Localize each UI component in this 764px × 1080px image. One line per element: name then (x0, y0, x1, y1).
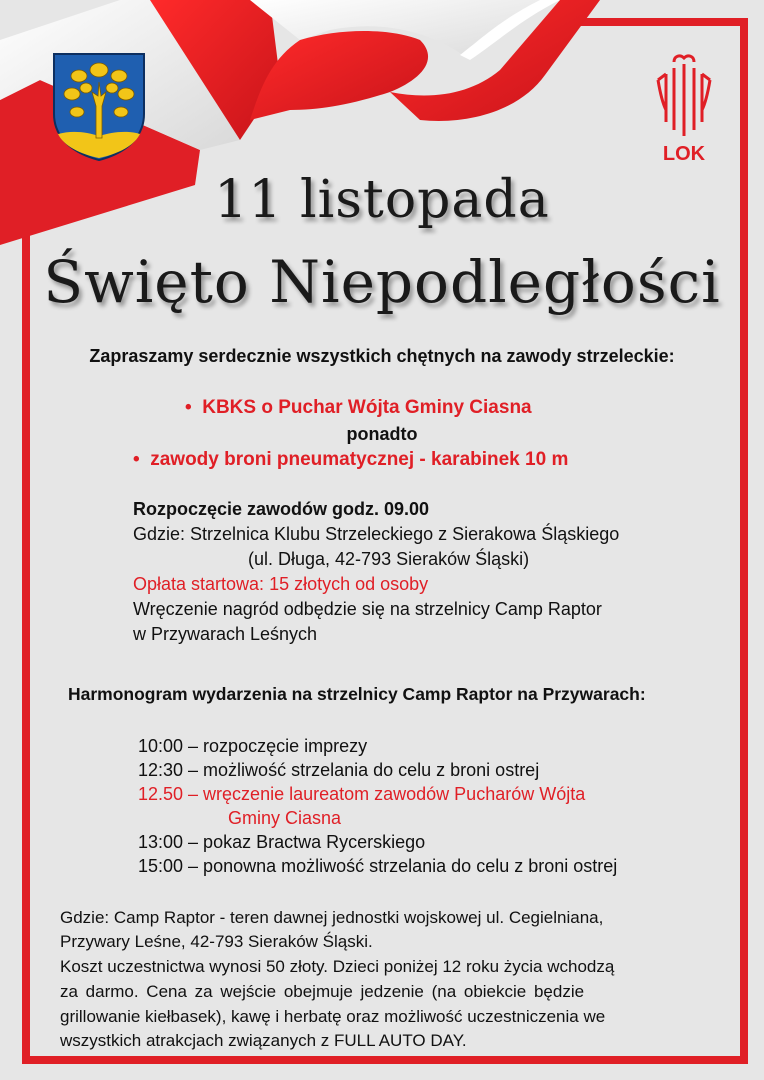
footer-line: za darmo. Cena za wejście obejmuje jedzenie (na obiekcie będzie (60, 982, 585, 1001)
location-line-1: Gdzie: Strzelnica Klubu Strzeleckiego z Sierakowa Śląskiego (133, 524, 620, 544)
title-holiday: Święto Niepodległości (43, 248, 721, 316)
bullet-icon: • (185, 397, 192, 418)
event-2 (133, 448, 568, 472)
bullet-icon: • (133, 449, 140, 470)
awards-line-1: Wręczenie nagród odbędzie się na strzelnicy Camp Raptor (133, 599, 602, 619)
invitation-text: Zapraszamy serdecznie wszystkich chętnych na zawody strzeleckie: (89, 346, 675, 366)
schedule-item: 12.50 – wręczenie laureatom zawodów Pucharów Wójta (138, 784, 586, 804)
lok-logo-text: LOK (662, 143, 706, 164)
frame-bottom-border (22, 1056, 748, 1064)
footer-line: Gdzie: Camp Raptor - teren dawnej jednostki wojskowej ul. Cegielniana, (60, 908, 604, 927)
schedule-item: 10:00 – rozpoczęcie imprezy (138, 736, 368, 756)
footer-line: Koszt uczestnictwa wynosi 50 złoty. Dzieci poniżej 12 roku życia wchodzą (60, 957, 615, 976)
schedule-item: 13:00 – pokaz Bractwa Rycerskiego (138, 832, 426, 852)
connector-text: ponadto (346, 424, 418, 444)
schedule-item: 15:00 – ponowna możliwość strzelania do celu z broni ostrej (138, 856, 618, 876)
schedule-title: Harmonogram wydarzenia na strzelnicy Camp Raptor na Przywarach: (68, 684, 646, 704)
schedule-item-continuation: Gminy Ciasna (228, 808, 342, 828)
awards-line-2: w Przywarach Leśnych (133, 624, 318, 644)
gmina-coat-of-arms-icon (52, 52, 146, 162)
lok-eagle-logo-icon (652, 52, 716, 164)
location-line-2: (ul. Długa, 42-793 Sieraków Śląski) (248, 549, 530, 569)
entry-fee: Opłata startowa: 15 złotych od osoby (133, 574, 429, 594)
schedule-item: 12:30 – możliwość strzelania do celu z broni ostrej (138, 760, 540, 780)
title-date: 11 listopada (214, 170, 550, 230)
event-1-label: KBKS o Puchar Wójta Gminy Ciasna (202, 397, 532, 418)
event-2-label: zawody broni pneumatycznej - karabinek 10 m (150, 449, 569, 470)
footer-line: Przywary Leśne, 42-793 Sieraków Śląski. (60, 932, 373, 951)
start-time: Rozpoczęcie zawodów godz. 09.00 (133, 499, 430, 519)
event-1 (185, 396, 532, 420)
footer-line: grillowanie kiełbasek), kawę i herbatę oraz możliwość uczestniczenia we (60, 1007, 606, 1026)
footer-line: wszystkich atrakcjach związanych z FULL AUTO DAY. (60, 1031, 467, 1050)
